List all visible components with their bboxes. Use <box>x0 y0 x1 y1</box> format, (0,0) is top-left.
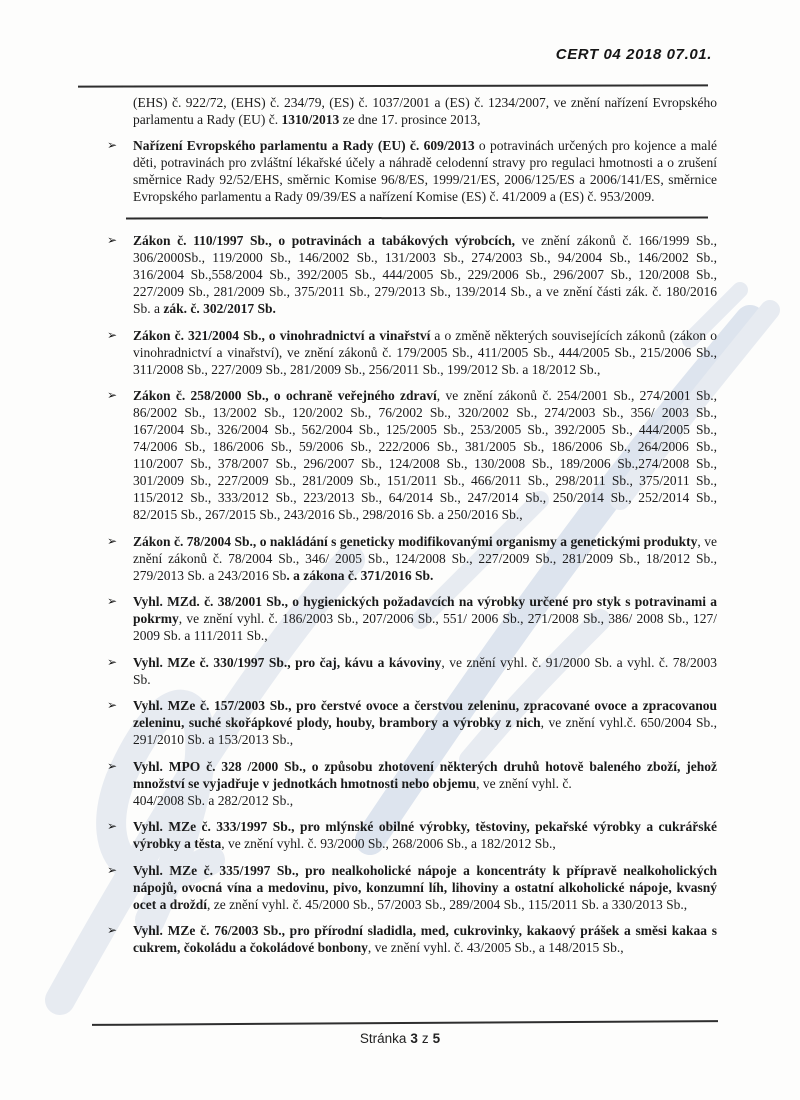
item-text <box>133 819 717 851</box>
bold-run: 1310/2013 <box>281 112 340 127</box>
intro-paragraph <box>133 94 717 128</box>
bold-run: Vyhl. MZe č. 157/2003 Sb., pro čerstvé ovoce a čerstvou zeleninu, zpracované ovoce a zpracovanou zeleninu, suché skořápkové plody, houby, brambory a výrobky z nich <box>133 698 717 730</box>
bold-run: . a zákona č. 371/2016 Sb. <box>286 567 434 583</box>
text-run: , ve znění vyhl. č. <box>476 775 572 791</box>
bold-run: Vyhl. MZe č. 76/2003 Sb., pro přírodní sladidla, med, cukrovinky, kakaový prášek a směsi kakaa s cukrem, čokoládu a čokoládové bonbony <box>133 923 717 955</box>
item-text <box>133 534 717 583</box>
list-item <box>107 533 717 584</box>
list-item <box>107 232 717 317</box>
arrow-bullet-icon: ➢ <box>107 862 118 877</box>
footer-page-number: 3 <box>410 1031 418 1046</box>
arrow-bullet-icon: ➢ <box>107 819 118 833</box>
list-item <box>107 137 717 205</box>
bold-run: Vyhl. MZd. č. 38/2001 Sb., o hygienických požadavcích na výrobky určené pro styk s potravinami a pokrmy <box>133 594 717 626</box>
arrow-bullet-icon: ➢ <box>107 594 118 608</box>
text-run: , ze znění vyhl. č. 45/2000 Sb., 57/2003 Sb., 289/2004 Sb., 115/2011 Sb. a 330/2013 Sb., <box>207 896 688 912</box>
item-text <box>133 233 717 316</box>
item-text <box>133 328 717 377</box>
list-item <box>107 654 718 688</box>
arrow-bullet-icon: ➢ <box>107 533 118 548</box>
arrow-bullet-icon: ➢ <box>107 923 118 937</box>
bold-run: Vyhl. MZe č. 333/1997 Sb., pro mlýnské obilné výrobky, těstoviny, pekařské výrobky a cukrářské výrobky a těsta <box>133 819 717 851</box>
bold-run: Nařízení Evropského parlamentu a Rady (EU) č. 609/2013 <box>133 138 475 153</box>
text-run: ze dne 17. prosince 2013, <box>339 112 481 127</box>
text-run: , ve znění vyhl. č. 93/2000 Sb., 268/2006 Sb., a 182/2012 Sb., <box>221 836 556 851</box>
bold-run: Vyhl. MPO č. 328 /2000 Sb., o způsobu zhotovení některých druhů hotově baleného zboží, jehož množství se vyjadřuje v jednotkách hmotnosti nebo objemu <box>133 758 717 791</box>
text-run: , ve znění zákonů č. 254/2001 Sb., 274/2001 Sb., 86/2002 Sb., 13/2002 Sb., 120/2002 Sb., 76/2002 Sb., 320/2002 Sb., 274/2003 Sb., 356/ 2003 Sb., 167/2004 Sb., 326/2004 Sb., 562/2004 Sb., 125/2005 Sb., 253/2005 Sb., 392/2005 Sb., 444/2005 Sb., 74/2006 Sb., 186/2006 Sb., 59/2006 Sb., 222/2006 Sb., 381/2005 Sb., 186/2006 Sb., 264/2006 Sb., 110/2007 Sb., 378/2007 Sb., 296/2007 Sb., 124/2008 Sb., 130/2008 Sb., 189/2006 Sb.,274/2008 Sb., 301/2009 Sb., 227/2009 Sb., 281/2009 Sb., 151/2011 Sb., 466/2011 Sb., 298/2011 Sb., 375/2011 Sb., 115/2012 Sb., 333/2012 Sb., 223/2013 Sb., 64/2014 Sb., 247/2014 Sb., 250/2014 Sb., 252/2014 Sb., 82/2015 Sb., 267/2015 Sb., 243/2016 Sb., 298/2016 Sb. a 250/2016 Sb., <box>133 388 717 522</box>
item-text <box>133 698 717 747</box>
text-run: , ve znění vyhl. č. 186/2003 Sb., 207/2006 Sb., 551/ 2006 Sb., 271/2008 Sb., 386/ 2008 Sb., 127/ 2009 Sb. a 111/2011 Sb., <box>133 611 717 643</box>
intro-text <box>133 95 717 127</box>
text-run: a o změně některých souvisejících zákonů (zákon o vinohradnictví a vinařství), ve znění zákonů č. 179/2005 Sb., 411/2005 Sb., 444/2005 Sb., 215/2006 Sb., 311/2008 Sb., 227/2009 Sb., 281/2009 Sb., 256/2011 Sb., 199/2012 Sb. a 18/2012 Sb., <box>133 327 717 377</box>
list-item <box>107 922 717 956</box>
text-run: o potravinách určených pro kojence a malé děti, potravinách pro zvláštní lékařské účely a náhradě celodenní stravy pro regulaci hmotnosti a o zrušení směrnice Rady 92/52/EHS, směrnic Komise 96/8/ES, 1999/21/ES, 2006/125/ES a 2006/141/ES, směrnice Evropského parlamentu a Rady 09/39/ES a nařízení Komise (ES) č. 41/2009 a (ES) č. 953/2009. <box>133 138 717 204</box>
item-text <box>133 594 717 643</box>
list-item <box>107 387 717 523</box>
item-text <box>133 759 717 808</box>
list-item <box>107 862 717 913</box>
bold-run: Vyhl. MZe č. 330/1997 Sb., pro čaj, kávu a kávoviny <box>133 654 442 670</box>
law-list <box>107 137 718 956</box>
item-text <box>133 138 717 204</box>
list-item <box>107 697 717 748</box>
text-run: (EHS) č. 922/72, (EHS) č. 234/79, (ES) č. 1037/2001 a (ES) č. 1234/2007, ve znění nařízení Evropského parlamentu a Rady (EU) č. <box>133 95 717 127</box>
item-text <box>133 655 717 687</box>
text-run: ve znění zákonů č. 166/1999 Sb., 306/2000Sb., 119/2000 Sb., 146/2002 Sb., 131/2003 Sb., 274/2003 Sb., 94/2004 Sb., 146/2002 Sb., 316/2004 Sb.,558/2004 Sb., 392/2005 Sb., 444/2005 Sb., 229/2006 Sb., 296/2007 Sb., 120/2008 Sb., 227/2009 Sb., 281/2009 Sb., 375/2011 Sb., 279/2013 Sb., 139/2014 Sb., a ve znění části zák. č. 180/2016 Sb. a <box>133 233 717 316</box>
item-text <box>133 863 717 912</box>
text-run: , ve znění vyhl. č. 91/2000 Sb. a vyhl. č. 78/2003 Sb. <box>133 654 718 687</box>
bold-run: Zákon č. 321/2004 Sb., o vinohradnictví a vinařství <box>133 327 431 343</box>
list-item <box>107 593 717 644</box>
bold-run: Vyhl. MZe č. 335/1997 Sb., pro nealkoholické nápoje a koncentráty k přípravě nealkoholických nápojů, ovocná vína a medovinu, pivo, konzumní líh, lihoviny a ostatní alkoholické nápoje, kvasný ocet a droždí <box>133 862 717 912</box>
page-footer <box>0 1031 800 1046</box>
arrow-bullet-icon: ➢ <box>107 758 118 773</box>
arrow-bullet-icon: ➢ <box>107 698 118 712</box>
text-run: , ve znění zákonů č. 78/2004 Sb., 346/ 2005 Sb., 124/2008 Sb., 227/2009 Sb., 281/2009 Sb., 18/2012 Sb., 279/2013 Sb. a 243/2016 Sb <box>133 533 717 583</box>
arrow-bullet-icon: ➢ <box>107 654 118 669</box>
footer-label: Stránka <box>359 1031 407 1046</box>
item-text <box>133 923 717 955</box>
footer-separator: z <box>421 1031 429 1046</box>
arrow-bullet-icon: ➢ <box>107 327 118 342</box>
document-body <box>107 94 718 966</box>
list-item <box>107 818 717 852</box>
header-rule <box>78 84 708 87</box>
arrow-bullet-icon: ➢ <box>107 233 118 247</box>
list-item <box>107 758 717 809</box>
section-divider <box>126 216 708 219</box>
document-code: CERT 04 2018 07.01. <box>555 46 712 63</box>
bold-run: Zákon č. 110/1997 Sb., o potravinách a tabákových výrobcích, <box>133 233 515 248</box>
bold-run: Zákon č. 258/2000 Sb., o ochraně veřejného zdraví <box>133 388 437 403</box>
item-text <box>133 388 717 522</box>
arrow-bullet-icon: ➢ <box>107 138 118 152</box>
text-run: 404/2008 Sb. a 282/2012 Sb., <box>133 792 294 808</box>
bold-run: Zákon č. 78/2004 Sb., o nakládání s geneticky modifikovanými organismy a genetickými produkty <box>133 533 698 549</box>
text-run: , ve znění vyhl. č. 43/2005 Sb., a 148/2015 Sb., <box>367 940 624 955</box>
arrow-bullet-icon: ➢ <box>107 388 118 402</box>
footer-total-pages: 5 <box>432 1031 441 1046</box>
footer-rule <box>92 1020 718 1026</box>
text-run: , ve znění vyhl.č. 650/2004 Sb., 291/2010 Sb. a 153/2013 Sb., <box>133 715 717 747</box>
list-item <box>107 327 717 378</box>
bold-run: zák. č. 302/2017 Sb. <box>163 301 276 316</box>
